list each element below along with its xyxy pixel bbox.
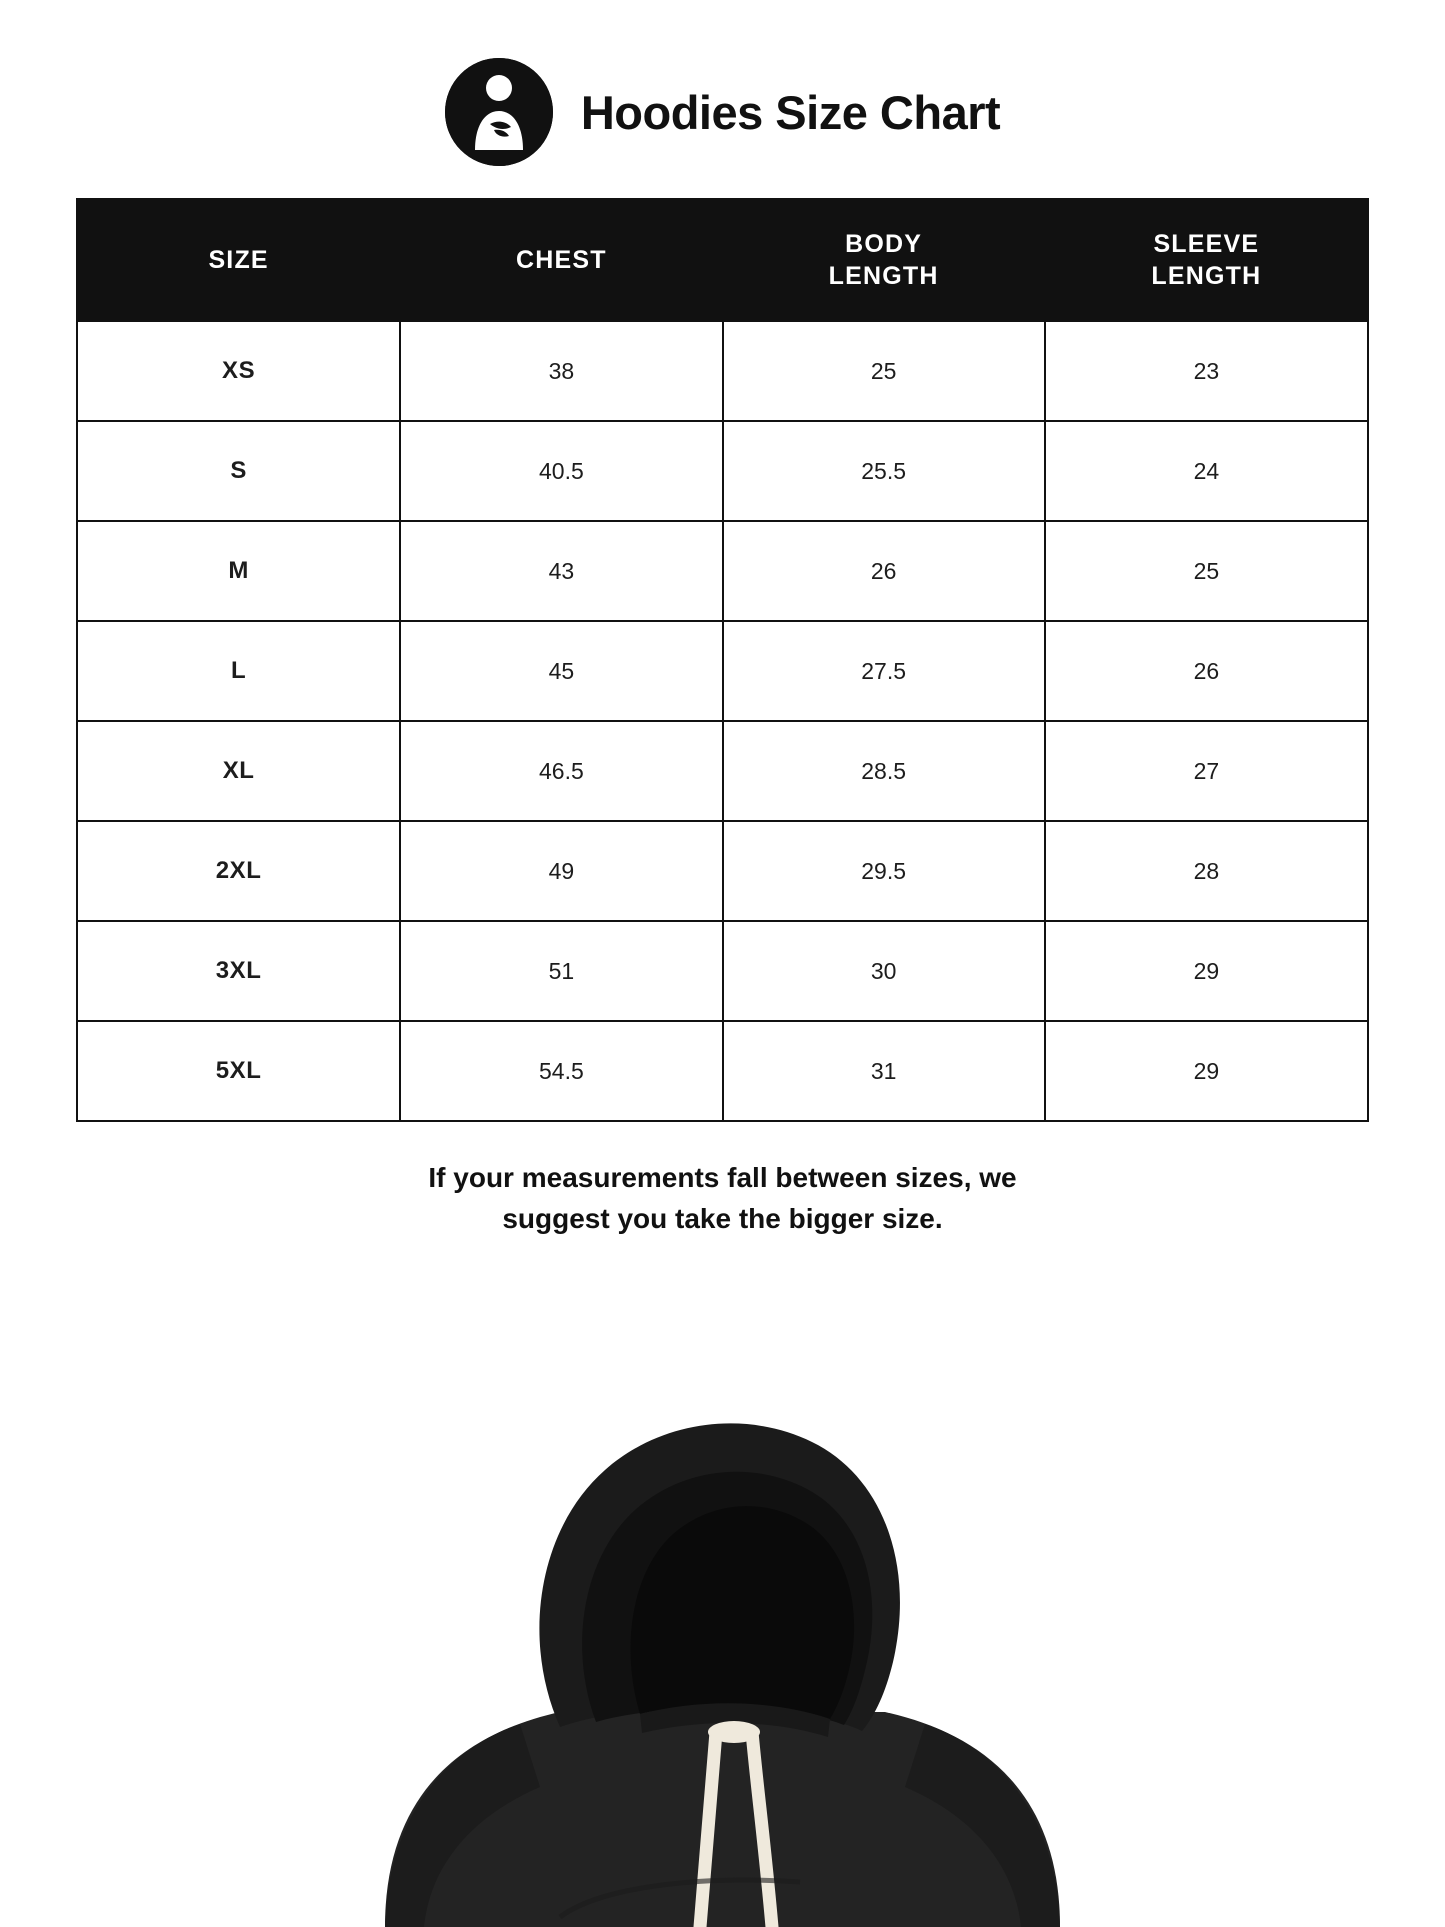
cell-size: 3XL xyxy=(78,921,400,1021)
size-table-container xyxy=(76,198,1369,1122)
column-header-chest: CHEST xyxy=(400,200,722,321)
cell-size: 2XL xyxy=(78,821,400,921)
column-header-sleeve-length: SLEEVE LENGTH xyxy=(1045,200,1367,321)
cell-chest: 38 xyxy=(400,321,722,421)
cell-size: XL xyxy=(78,721,400,821)
table-row xyxy=(78,621,1367,721)
mother-and-child-logo-icon xyxy=(445,58,553,166)
cell-body-length: 25.5 xyxy=(723,421,1045,521)
size-table xyxy=(78,200,1367,1120)
table-row xyxy=(78,921,1367,1021)
cell-chest: 40.5 xyxy=(400,421,722,521)
cell-body-length: 31 xyxy=(723,1021,1045,1120)
black-hoodie-photo xyxy=(0,1227,1445,1927)
cell-chest: 43 xyxy=(400,521,722,621)
table-row xyxy=(78,1021,1367,1120)
cell-sleeve-length: 24 xyxy=(1045,421,1367,521)
cell-size: M xyxy=(78,521,400,621)
page-header xyxy=(0,0,1445,166)
cell-body-length: 29.5 xyxy=(723,821,1045,921)
cell-size: 5XL xyxy=(78,1021,400,1120)
cell-size: S xyxy=(78,421,400,521)
cell-sleeve-length: 27 xyxy=(1045,721,1367,821)
table-row xyxy=(78,821,1367,921)
table-row xyxy=(78,321,1367,421)
column-header-size: SIZE xyxy=(78,200,400,321)
column-header-body-length: BODY LENGTH xyxy=(723,200,1045,321)
cell-body-length: 27.5 xyxy=(723,621,1045,721)
size-table-body xyxy=(78,321,1367,1120)
cell-chest: 46.5 xyxy=(400,721,722,821)
cell-body-length: 28.5 xyxy=(723,721,1045,821)
cell-body-length: 30 xyxy=(723,921,1045,1021)
table-row xyxy=(78,721,1367,821)
cell-sleeve-length: 25 xyxy=(1045,521,1367,621)
cell-size: XS xyxy=(78,321,400,421)
table-row xyxy=(78,521,1367,621)
cell-chest: 54.5 xyxy=(400,1021,722,1120)
cell-sleeve-length: 29 xyxy=(1045,921,1367,1021)
cell-body-length: 25 xyxy=(723,321,1045,421)
cell-chest: 45 xyxy=(400,621,722,721)
cell-sleeve-length: 26 xyxy=(1045,621,1367,721)
table-header-row xyxy=(78,200,1367,321)
sizing-note-line-1: If your measurements fall between sizes, we xyxy=(428,1162,1017,1193)
cell-sleeve-length: 28 xyxy=(1045,821,1367,921)
sizing-note-line-2: suggest you take the bigger size. xyxy=(502,1202,943,1234)
page-title: Hoodies Size Chart xyxy=(580,85,1001,139)
cell-chest: 49 xyxy=(400,821,722,921)
cell-body-length: 26 xyxy=(723,521,1045,621)
cell-sleeve-length: 29 xyxy=(1045,1021,1367,1120)
cell-sleeve-length: 23 xyxy=(1045,321,1367,421)
cell-size: L xyxy=(78,621,400,721)
cell-chest: 51 xyxy=(400,921,722,1021)
table-row xyxy=(78,421,1367,521)
